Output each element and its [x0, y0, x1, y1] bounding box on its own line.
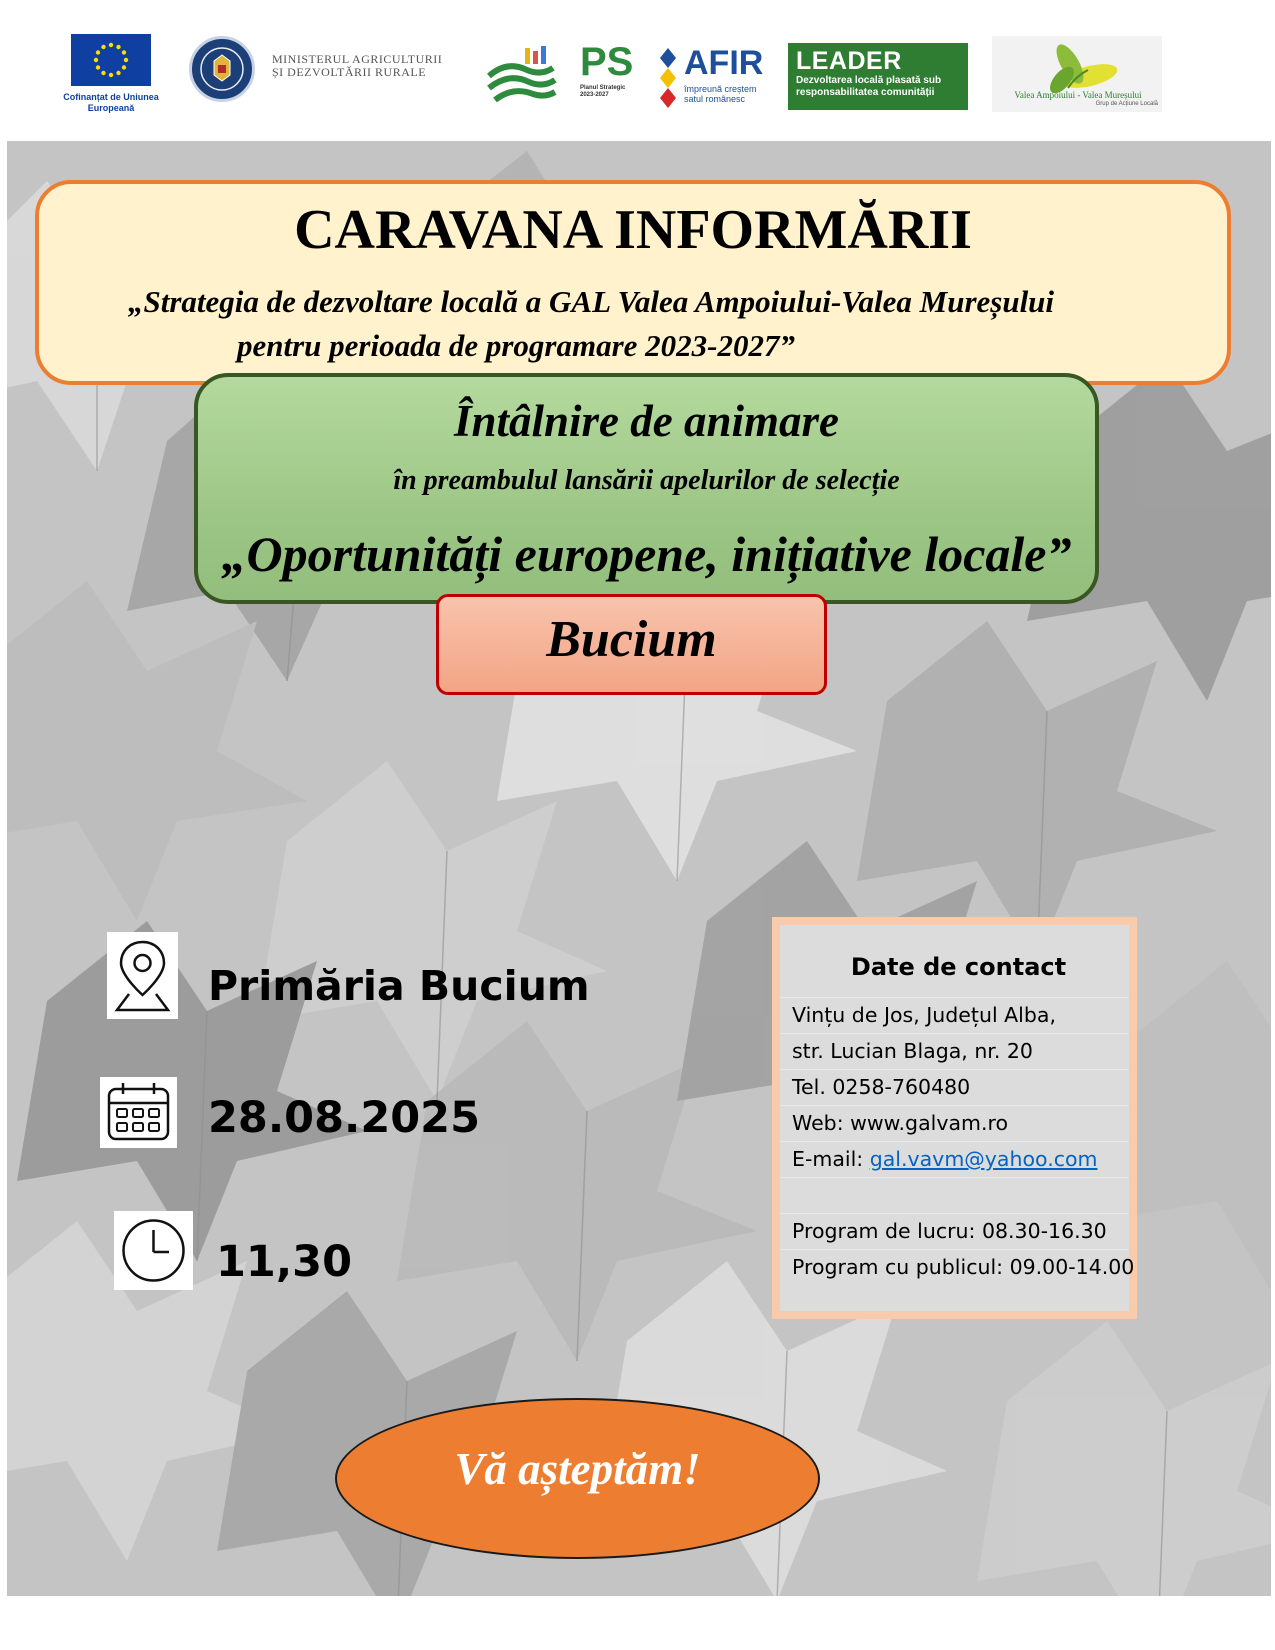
- header-subtitle-line1: „Strategia de dezvoltare locală a GAL Valea Ampoiului-Valea Mureșului: [128, 284, 1055, 319]
- ministry-name-line2: ȘI DEZVOLTĂRII RURALE: [272, 65, 427, 79]
- leader-logo-caption: Dezvoltarea locală plasată sub responsabilitatea comunității: [796, 75, 942, 98]
- contact-box: [772, 917, 1137, 1319]
- location-tag: Bucium: [546, 611, 717, 668]
- gal-logo-name: Valea Ampoiului - Valea Mureșului: [1014, 90, 1142, 100]
- contact-public-hours: Program cu publicul: 09.00-14.00: [780, 1249, 1129, 1285]
- event-title: Întâlnire de animare: [453, 396, 840, 446]
- afir-emblem-icon: [656, 46, 680, 108]
- eu-caption: Cofinanțat de Uniunea Europeană: [63, 92, 159, 113]
- contact-address-line2: str. Lucian Blaga, nr. 20: [780, 1033, 1129, 1069]
- ministry-name: [272, 53, 472, 79]
- page-title: CARAVANA INFORMĂRII: [294, 199, 972, 261]
- afir-logo-caption: împreună creștem satul românesc: [684, 84, 757, 104]
- eu-flag-logo: [71, 34, 151, 86]
- event-slogan: „Oportunități europene, inițiative locale”: [221, 526, 1072, 582]
- contact-heading: Date de contact: [850, 953, 1067, 981]
- event-place: Primăria Bucium: [208, 962, 590, 1010]
- contact-email-label: E-mail:: [792, 1147, 870, 1171]
- contact-working-hours: Program de lucru: 08.30-16.30: [780, 1213, 1129, 1249]
- government-seal-logo: [189, 36, 255, 102]
- contact-phone: Tel. 0258-760480: [780, 1069, 1129, 1105]
- contact-spacer: [780, 1177, 1129, 1213]
- event-date: 28.08.2025: [208, 1093, 481, 1143]
- event-subtitle: în preambulul lansării apelurilor de selecție: [393, 465, 900, 496]
- event-time: 11,30: [216, 1237, 353, 1287]
- calendar-icon: [100, 1077, 177, 1148]
- contact-website: Web: www.galvam.ro: [780, 1105, 1129, 1141]
- contact-email-row: [780, 1141, 1129, 1177]
- afir-logo-text: AFIR: [684, 44, 764, 82]
- invitation-text: Vă așteptăm!: [454, 1444, 701, 1494]
- ministry-name-line1: MINISTERUL AGRICULTURII: [272, 52, 443, 66]
- contact-panel: [780, 925, 1135, 1311]
- leader-logo-title: LEADER: [796, 47, 902, 75]
- ps-logo-text: PS: [580, 40, 634, 84]
- location-pin-icon: [107, 932, 178, 1019]
- header-subtitle-line2: pentru perioada de programare 2023-2027”: [237, 328, 795, 363]
- leader-logo: [788, 43, 968, 110]
- contact-email-link[interactable]: gal.vavm@yahoo.com: [869, 1147, 1098, 1171]
- clock-icon: [114, 1211, 193, 1290]
- ps-logo-caption: Planul Strategic 2023-2027: [580, 85, 626, 98]
- contact-address-line1: Vințu de Jos, Județul Alba,: [780, 997, 1129, 1033]
- gal-logo-subtitle: Grup de Acțiune Locală: [1095, 101, 1158, 107]
- strategic-plan-mark-icon: [487, 46, 557, 102]
